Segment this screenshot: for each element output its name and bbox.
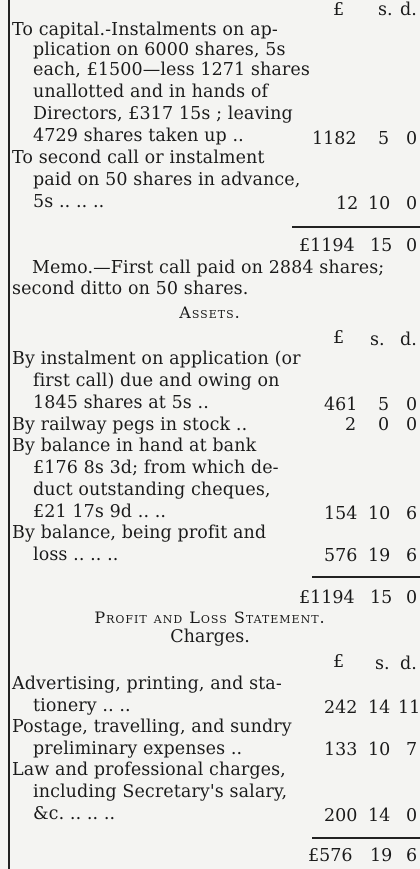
amount-pence: 6 — [406, 504, 418, 524]
charge-line: including Secretary's salary, — [33, 782, 288, 802]
col-header-pence: d. — [400, 654, 417, 674]
charge-line: Postage, travelling, and sundry — [12, 717, 292, 737]
asset-line: duct outstanding cheques, — [33, 480, 271, 500]
amount-pence: 7 — [406, 740, 418, 760]
total-pence: 0 — [406, 236, 418, 256]
total-rule — [292, 226, 420, 228]
liability-line: plication on 6000 shares, 5s — [33, 40, 286, 60]
charge-line: &c. .. .. .. — [33, 804, 116, 824]
col-header-pence: d. — [400, 0, 417, 20]
amount-pence: 0 — [406, 806, 418, 826]
memo-line: second ditto on 50 shares. — [12, 279, 249, 299]
liability-line: unallotted and in hands of — [33, 82, 269, 102]
amount-pence: 0 — [406, 194, 418, 214]
asset-line: By instalment on application (or — [12, 349, 301, 369]
col-header-shillings: s. — [370, 330, 385, 350]
liability-line: Directors, £317 15s ; leaving — [33, 104, 293, 124]
amount-pounds: 461 — [324, 395, 358, 415]
total-pounds: £1194 — [299, 588, 355, 608]
total-pence: 6 — [406, 846, 418, 866]
liability-line: each, £1500—less 1271 shares — [33, 60, 310, 80]
total-pence: 0 — [406, 588, 418, 608]
amount-pence: 6 — [406, 546, 418, 566]
asset-line: By balance in hand at bank — [12, 436, 257, 456]
liability-line: 4729 shares taken up .. — [33, 126, 244, 146]
liability-line: To capital.-Instalments on ap- — [12, 20, 278, 40]
amount-pounds: 12 — [336, 194, 359, 214]
total-shillings: 19 — [370, 846, 393, 866]
charges-subheading: Charges. — [170, 627, 250, 647]
amount-shillings: 10 — [368, 194, 391, 214]
total-shillings: 15 — [370, 588, 393, 608]
memo-line: Memo.—First call paid on 2884 shares; — [32, 258, 385, 278]
amount-pounds: 154 — [324, 504, 358, 524]
col-header-shillings: s. — [378, 0, 393, 20]
total-pounds: £1194 — [299, 236, 355, 256]
col-header-pence: d. — [400, 330, 417, 350]
amount-shillings: 5 — [378, 395, 390, 415]
col-header-pounds: £ — [333, 652, 345, 672]
asset-line: 1845 shares at 5s .. — [33, 393, 209, 413]
assets-heading: Assets. — [179, 303, 241, 322]
amount-pence: 0 — [406, 415, 418, 435]
total-rule — [312, 837, 420, 839]
asset-line: By balance, being profit and — [12, 523, 267, 543]
amount-pounds: 2 — [345, 415, 357, 435]
asset-line: £176 8s 3d; from which de- — [33, 458, 279, 478]
charge-line: Law and professional charges, — [12, 760, 286, 780]
amount-shillings: 0 — [378, 415, 390, 435]
total-pounds: £576 — [308, 846, 353, 866]
amount-shillings: 10 — [368, 504, 391, 524]
amount-pence: 11 — [398, 698, 420, 718]
amount-pounds: 1182 — [312, 129, 357, 149]
total-rule — [312, 576, 420, 578]
profit-loss-heading: Profit and Loss Statement. — [94, 608, 326, 627]
amount-shillings: 5 — [378, 129, 390, 149]
column-rule — [8, 0, 10, 869]
amount-pounds: 133 — [324, 740, 358, 760]
liability-line: paid on 50 shares in advance, — [33, 170, 301, 190]
amount-shillings: 19 — [368, 546, 391, 566]
total-shillings: 15 — [370, 236, 393, 256]
amount-pence: 0 — [406, 395, 418, 415]
col-header-shillings: s. — [375, 654, 390, 674]
liability-line: 5s .. .. .. — [33, 192, 105, 212]
col-header-pounds: £ — [333, 328, 345, 348]
amount-pounds: 576 — [324, 546, 358, 566]
amount-pence: 0 — [406, 129, 418, 149]
amount-shillings: 10 — [368, 740, 391, 760]
amount-shillings: 14 — [368, 698, 391, 718]
col-header-pounds: £ — [333, 0, 345, 20]
charge-line: tionery .. .. — [33, 696, 131, 716]
liability-line: To second call or instalment — [12, 148, 265, 168]
asset-line: first call) due and owing on — [33, 371, 280, 391]
amount-pounds: 242 — [324, 698, 358, 718]
asset-line: By railway pegs in stock .. — [12, 415, 248, 435]
charge-line: preliminary expenses .. — [33, 739, 243, 759]
amount-pounds: 200 — [324, 806, 358, 826]
asset-line: £21 17s 9d .. .. — [33, 502, 167, 522]
amount-shillings: 14 — [368, 806, 391, 826]
charge-line: Advertising, printing, and sta- — [12, 674, 282, 694]
asset-line: loss .. .. .. — [33, 545, 119, 565]
